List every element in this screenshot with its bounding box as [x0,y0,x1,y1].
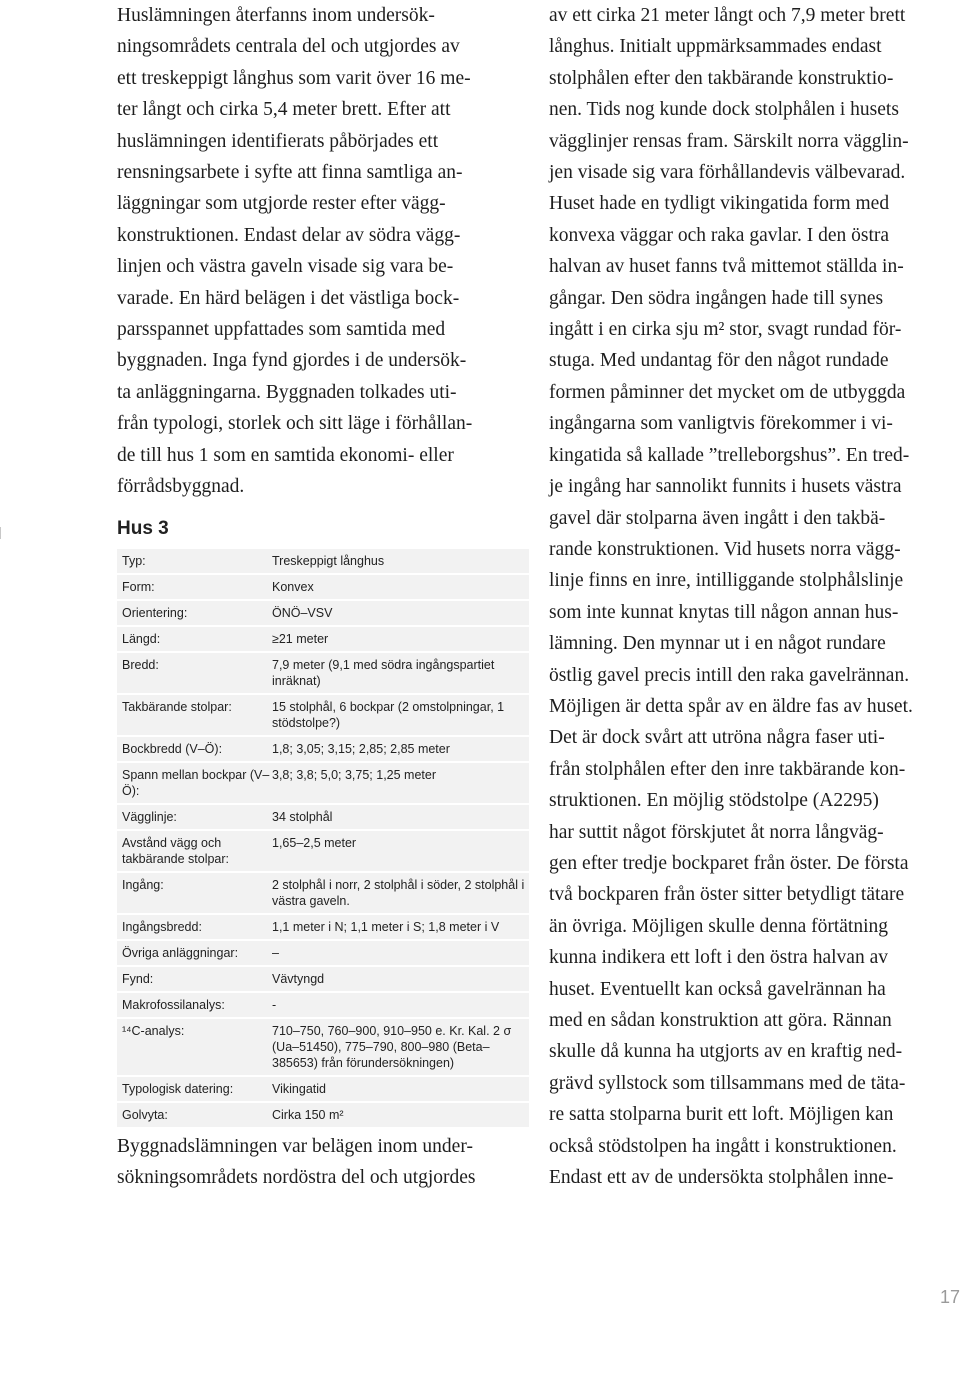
paragraph-hus-intro [117,0,472,503]
table-row [117,737,529,763]
text-line: kingatida så kallade ”trelleborgshus”. En tred- [549,444,910,466]
text-line: från stolphålen efter den inre takbärande kon- [549,758,906,780]
table-row [117,1019,529,1077]
text-line: läggningar som utgjorde rester efter vägg- [117,193,446,215]
text-line: Endast ett av de undersökta stolphålen inne- [549,1167,894,1189]
text-line: vägglinjer rensas fram. Särskilt norra vägglin- [549,130,909,152]
field-label: ¹⁴C-analys: [122,1024,185,1038]
text-line: än övriga. Möjligen skulle denna förtätning [549,915,889,937]
text-line: grävd syllstock som tillsammans med de täta- [549,1072,906,1094]
text-line: ningsområdets centrala del och utgjordes av [117,36,460,58]
text-line: huset. Eventuellt kan också gavelrännan ha [549,978,886,1000]
text-line: förrådsbyggnad. [117,476,245,498]
field-label: Makrofossilanalys: [122,998,225,1012]
text-line: lämning. Den mynnar ut i en något rundare [549,633,886,655]
text-line: har suttit något förskjutet åt norra långväg- [549,821,884,843]
text-line: två bockparen från öster sitter betydligt tätare [549,884,905,906]
text-line: av ett cirka 21 meter långt och 7,9 meter brett [549,5,906,26]
page-number: 17 [939,1287,960,1307]
text-line: rensningsarbete i syfte att finna samtliga an- [117,162,463,184]
text-line: je ingång har sannolikt funnits i husets västra [549,476,902,498]
field-value: Treskeppigt långhus [272,554,385,568]
field-value: 1,1 meter i N; 1,1 meter i S; 1,8 meter i V [272,920,500,934]
text-line: byggnaden. Inga fynd gjordes i de undersök- [117,350,467,372]
field-value: Cirka 150 m² [272,1108,344,1122]
table-row [117,695,529,737]
text-line: formen påminner det mycket om de utbyggda [549,381,906,403]
text-line: skulle då kunna ha utgjorts av en kraftig ned- [549,1041,903,1063]
text-line: ingångarna som vanligtvis förekommer i vi- [549,413,893,435]
table-row [117,575,529,601]
field-value: 1,65–2,5 meter [272,836,357,850]
text-line: som inte kunnat knytas till någon annan hus- [549,601,899,623]
table-row [117,763,529,805]
table-row [117,967,529,993]
table-row [117,1077,529,1103]
text-line: stuga. Med undantag för den något rundade [549,350,889,372]
text-line: från typologi, storlek och sitt läge i förhållan- [117,413,473,435]
field-label: Övriga anläggningar: [122,946,239,960]
field-value: ≥21 meter [272,632,329,646]
field-value: 710–750, 760–900, 910–950 e. Kr. Kal. 2 σ (Ua–51450), 775–790, 800–980 (Beta–385653) från förundersökningen) [272,1024,512,1070]
text-line: de till hus 1 som en samtida ekonomi- eller [117,444,454,466]
text-line: konstruktionen. Endast delar av södra vägg- [117,224,461,246]
field-label: Form: [122,580,155,594]
field-label: Vägglinje: [122,810,177,824]
field-value: 1,8; 3,05; 3,15; 2,85; 2,85 meter [272,742,450,756]
field-value: 2 stolphål i norr, 2 stolphål i söder, 2 stolphål i västra gaveln. [272,878,525,908]
text-line: gen efter tredje bockparet från öster. De första [549,852,909,874]
field-label: Takbärande stolpar: [122,700,232,714]
text-line: gavel där stolparna även ingått i den takbä- [549,507,886,529]
table-row [117,831,529,873]
text-line: huslämningen identifierats påbörjades ett [117,130,439,152]
field-label: Fynd: [122,972,154,986]
house-data-table [117,549,529,1129]
table-row [117,941,529,967]
field-label: Orientering: [122,606,188,620]
field-value: Konvex [272,580,314,594]
field-label: Bredd: [122,658,159,672]
text-line: nen. Tids nog kunde dock stolphålen i husets [549,99,899,121]
table-row [117,549,529,575]
text-line: linjen och västra gaveln visade sig vara be- [117,256,454,278]
text-line: rande konstruktionen. Vid husets norra vägg- [549,538,901,560]
text-line: jen visade sig vara förhållandevis välbevarad. [549,162,906,184]
text-line: parsspannet uppfattades som samtida med [117,319,446,341]
paragraph-hus-3-start [117,1131,476,1194]
text-line: Huslämningen återfanns inom undersök- [117,5,435,26]
field-value: ÖNÖ–VSV [272,606,333,620]
table-row [117,805,529,831]
field-label: Typologisk datering: [122,1082,234,1096]
text-line: Det är dock svårt att utröna några faser uti- [549,727,885,749]
field-label: Avstånd vägg och takbärande stolpar: [122,836,230,866]
text-line: re satta stolparna burit ett loft. Möjligen kan [549,1104,894,1126]
text-line: sökningsområdets nordöstra del och utgjordes [117,1167,476,1189]
field-label: Ingång: [122,878,164,892]
text-line: Byggnadslämningen var belägen inom under- [117,1136,473,1157]
text-line: östlig gavel precis intill den raka gavelrännan. [549,664,910,686]
text-line: ett treskeppigt långhus som varit över 16 me- [117,67,471,89]
field-value: – [272,946,279,960]
field-value: - [272,998,277,1012]
table-row [117,915,529,941]
text-line: Huset hade en tydligt vikingatida form med [549,193,890,215]
paragraph-hus-3-description [549,0,913,1193]
table-row [117,653,529,695]
section-heading-hus-3: Hus 3 [117,518,169,539]
table-row [117,873,529,915]
text-line: stolphålen efter den takbärande konstruktio- [549,67,894,89]
table-row [117,1103,529,1129]
margin-mark [0,527,1,539]
text-line: kunna indikera ett loft i den östra halvan av [549,947,888,969]
text-line: med en sådan konstruktion att göra. Rännan [549,1010,892,1031]
field-value: Vikingatid [272,1082,326,1096]
field-value: 34 stolphål [272,810,333,824]
field-value: Vävtyngd [272,972,325,986]
text-line: halvan av huset fanns två mittemot ställda in- [549,256,904,278]
text-line: konvexa väggar och raka gavlar. I den östra [549,224,890,246]
table-row [117,627,529,653]
text-line: också stödstolpen ha ingått i konstruktionen. [549,1135,897,1157]
text-line: struktionen. En möjlig stödstolpe (A2295) [549,790,879,812]
field-label: Spann mellan bockpar (V–Ö): [122,768,270,798]
text-line: linje finns en inre, intilliggande stolphålslinje [549,570,904,592]
field-label: Bockbredd (V–Ö): [122,742,223,756]
text-line: varade. En härd belägen i det västliga bock- [117,287,460,309]
text-line: långhus. Initialt uppmärksammades endast [549,36,882,58]
field-value: 7,9 meter (9,1 med södra ingångspartiet inräknat) [272,658,495,688]
field-value: 3,8; 3,8; 5,0; 3,75; 1,25 meter [272,768,436,782]
text-line: ingått i en cirka sju m² stor, svagt rundad för- [549,319,902,341]
text-line: ta anläggningarna. Byggnaden tolkades uti- [117,381,457,403]
field-label: Typ: [122,554,146,568]
text-line: Möjligen är detta spår av en äldre fas av huset. [549,695,913,717]
text-line: ter långt och cirka 5,4 meter brett. Efter att [117,99,451,121]
table-row [117,601,529,627]
field-label: Ingångsbredd: [122,920,202,934]
text-line: gångar. Den södra ingången hade till synes [549,287,884,309]
table-row [117,993,529,1019]
field-label: Längd: [122,632,161,646]
field-label: Golvyta: [122,1108,168,1122]
field-value: 15 stolphål, 6 bockpar (2 omstolpningar, 1 stödstolpe?) [272,700,505,730]
